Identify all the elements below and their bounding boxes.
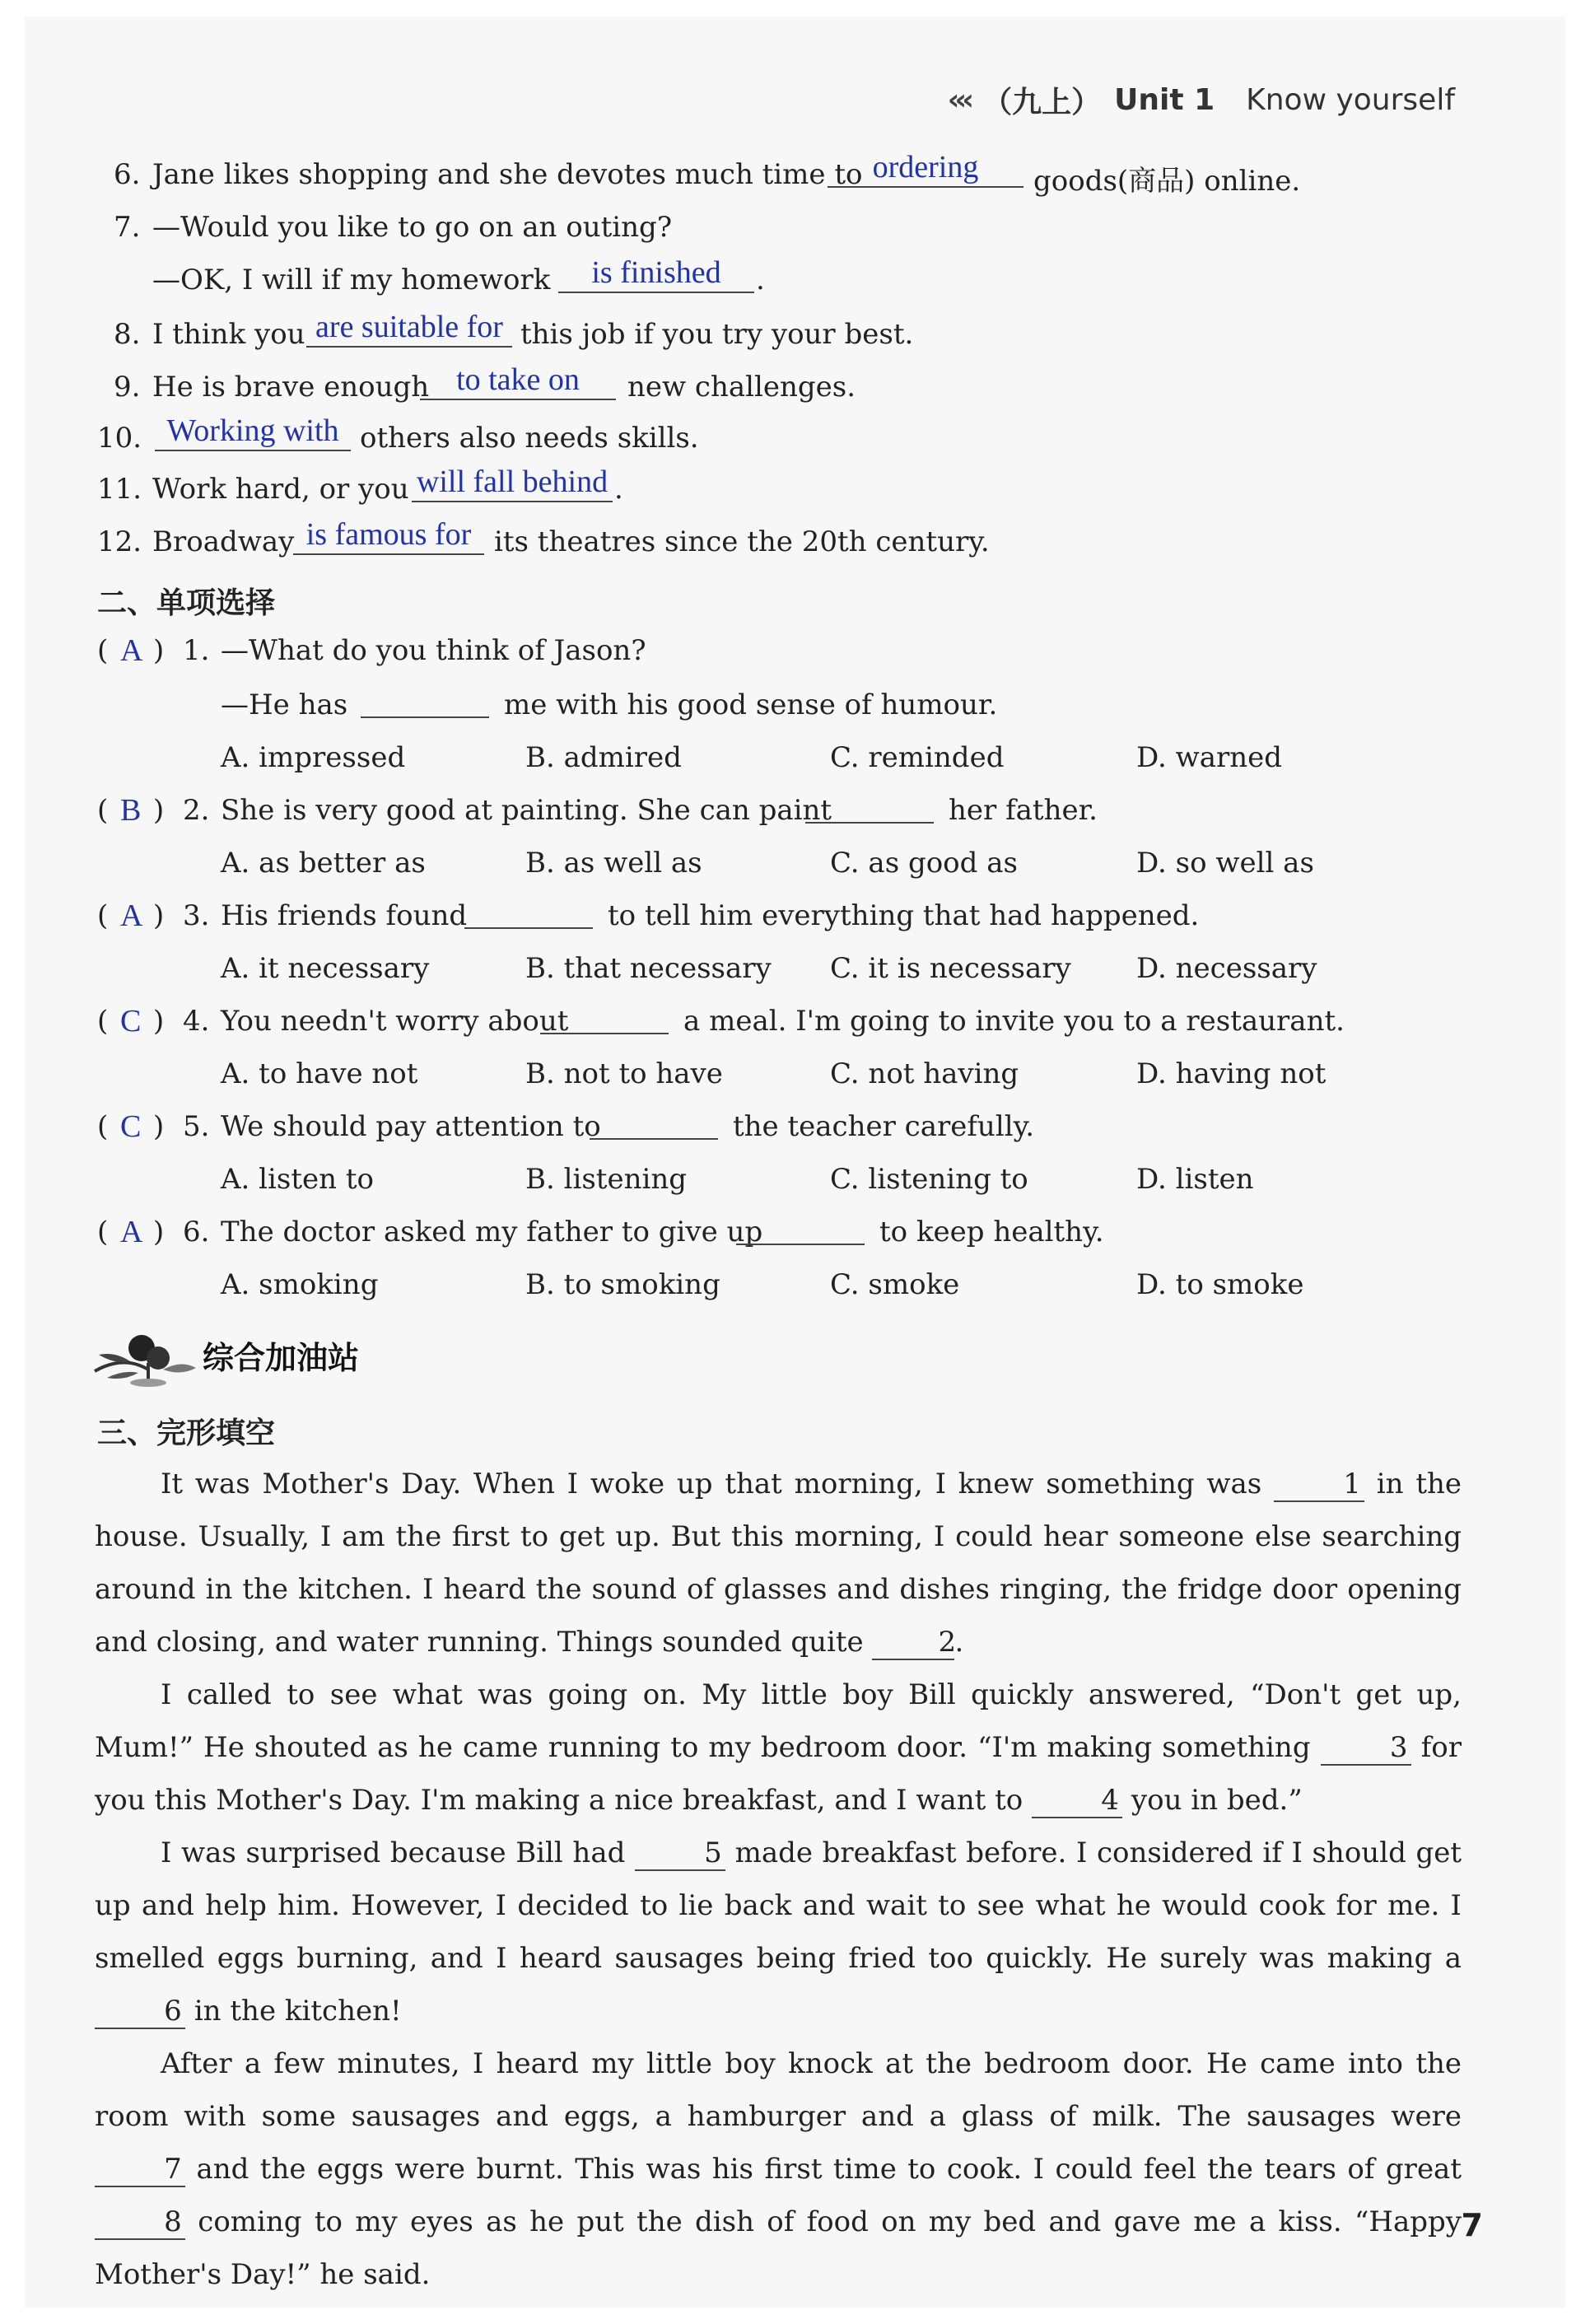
option-c: C. as good as: [830, 847, 1018, 880]
mc-answer: C: [120, 1109, 142, 1144]
cloze-paragraph-1: It was Mother's Day. When I woke up that morning, I knew something was 1 in the house. Usually, I am the first to get up. But this morning, I could hear someone else searching around in the kitchen. I heard the sound of glasses and dishes ringing, the fridge door opening and closing, and water running. Things sounded quite 2.: [95, 1468, 1462, 1659]
option-c: C. reminded: [830, 741, 1005, 774]
option-a: A. listen to: [221, 1163, 374, 1196]
cloze-blank: 5: [635, 1839, 725, 1871]
page-header: [948, 79, 1455, 121]
mc-answer: A: [120, 1215, 143, 1249]
unit-label: Unit 1: [1114, 83, 1215, 117]
answer-blank: is finished: [558, 257, 754, 293]
option-a: A. as better as: [221, 847, 426, 880]
option-a: A. impressed: [221, 741, 406, 774]
answer-blank: are suitable for: [306, 311, 512, 348]
mc-answer: A: [120, 633, 143, 668]
cloze-blank: 1: [1274, 1470, 1364, 1502]
page-number: 7: [1461, 2207, 1483, 2243]
section-title-cloze: 三、完形填空: [97, 1416, 276, 1450]
plant-icon: [91, 1322, 198, 1388]
option-b: B. admired: [525, 741, 682, 774]
cloze-paragraph-4: After a few minutes, I heard my little boy knock at the bedroom door. He came into the room with some sausages and eggs, a hamburger and a glass of milk. The sausages were 7 and the eggs were burnt. This was his first time to cook. I could feel the tears of great 8 coming to my eyes as he put the dish of food on my bed and gave me a kiss. “Happy Mother's Day!” he said.: [95, 2047, 1462, 2291]
answer-blank: will fall behind: [412, 466, 613, 502]
blank-line: [736, 1222, 865, 1245]
answer-blank: ordering: [828, 152, 1023, 188]
option-b: B. not to have: [525, 1057, 723, 1090]
blank-line: [361, 695, 489, 718]
banner-title: 综合加油站: [203, 1339, 360, 1376]
unit-title: Know yourself: [1246, 83, 1455, 117]
blank-line: [540, 1011, 669, 1034]
option-b: B. that necessary: [525, 952, 772, 985]
option-c: C. not having: [830, 1057, 1019, 1090]
chevron-left-icon: ‹‹‹: [947, 83, 970, 117]
mc-answer: A: [120, 898, 143, 933]
cloze-blank: 8: [95, 2208, 185, 2240]
answer-blank: is famous for: [293, 519, 484, 555]
answer-blank: Working with: [155, 415, 351, 451]
option-b: B. as well as: [525, 847, 702, 880]
option-a: A. smoking: [221, 1268, 379, 1301]
mc-answer: C: [120, 1004, 142, 1038]
blank-line: [464, 906, 593, 929]
section-banner: [91, 1322, 359, 1388]
blank-line: [805, 800, 934, 824]
cloze-blank: 2: [872, 1628, 954, 1660]
blank-line: [590, 1117, 718, 1140]
cloze-paragraph-3: I was surprised because Bill had 5 made breakfast before. I considered if I should get up and help him. However, I decided to lie back and wait to see what he would cook for me. I smelled eggs burning, and I heard sausages being fried too quickly. He surely was making a 6 in the kitchen!: [95, 1836, 1462, 2028]
grade-label: （九上）: [982, 86, 1102, 119]
option-c: C. it is necessary: [830, 952, 1071, 985]
option-d: D. warned: [1136, 741, 1283, 774]
option-d: D. to smoke: [1136, 1268, 1304, 1301]
option-d: D. so well as: [1136, 847, 1314, 880]
option-a: A. it necessary: [221, 952, 430, 985]
option-d: D. listen: [1136, 1163, 1254, 1196]
cloze-blank: 4: [1032, 1786, 1122, 1818]
cloze-paragraph-2: I called to see what was going on. My little boy Bill quickly answered, “Don't get up, Mum!” He shouted as he came running to my bedroom door. “I'm making something 3 for you this Mother's Day. I'm making a nice breakfast, and I want to 4 you in bed.”: [95, 1678, 1462, 1817]
option-b: B. to smoking: [525, 1268, 720, 1301]
cloze-blank: 6: [95, 1997, 185, 2029]
answer-blank: to take on: [420, 364, 616, 400]
option-d: D. necessary: [1136, 952, 1317, 985]
option-b: B. listening: [525, 1163, 688, 1196]
mc-answer: B: [120, 793, 142, 828]
cloze-blank: 7: [95, 2155, 185, 2187]
option-c: C. smoke: [830, 1268, 960, 1301]
option-d: D. having not: [1136, 1057, 1327, 1090]
cloze-passage: [95, 1458, 1462, 2301]
section-title-multiple-choice: 二、单项选择: [97, 586, 276, 620]
option-c: C. listening to: [830, 1163, 1028, 1196]
option-a: A. to have not: [221, 1057, 418, 1090]
cloze-blank: 3: [1321, 1734, 1411, 1766]
